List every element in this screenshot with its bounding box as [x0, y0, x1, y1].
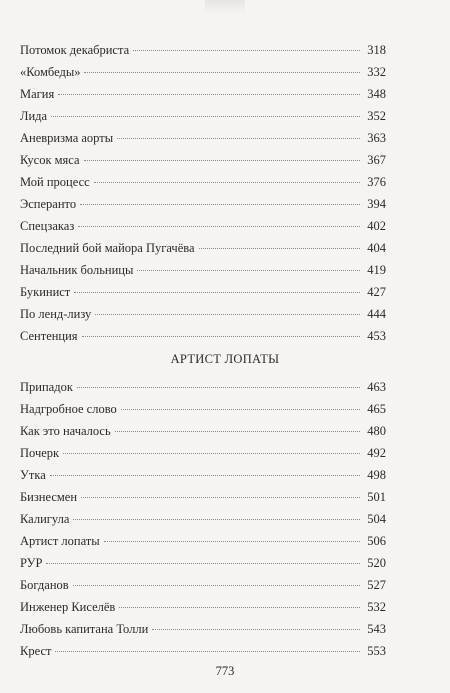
- leader-dots: [104, 540, 360, 542]
- entry-page: 318: [367, 43, 386, 57]
- toc-entry: [20, 171, 386, 193]
- entry-title: Спецзаказ: [20, 219, 75, 233]
- leader-dots: [74, 291, 360, 293]
- leader-dots: [152, 628, 360, 630]
- entry-title: Калигула: [20, 512, 70, 526]
- leader-dots: [84, 159, 360, 161]
- entry-title: Любовь капитана Толли: [20, 622, 149, 636]
- leader-dots: [95, 313, 360, 315]
- toc-entry: [20, 303, 386, 325]
- entry-title: Артист лопаты: [20, 534, 100, 548]
- entry-title: Лида: [20, 109, 48, 123]
- entry-page: 427: [367, 285, 386, 299]
- toc-entry: [20, 61, 386, 83]
- entry-page: 352: [367, 109, 386, 123]
- leader-dots: [133, 49, 360, 51]
- entry-title: Сентенция: [20, 329, 78, 343]
- toc-entry: [20, 420, 386, 442]
- entry-title: Почерк: [20, 446, 60, 460]
- entry-page: 506: [367, 534, 386, 548]
- leader-dots: [121, 408, 360, 410]
- entry-page: 465: [367, 402, 386, 416]
- entry-page: 498: [367, 468, 386, 482]
- entry-title: Эсперанто: [20, 197, 77, 211]
- toc-entry: [20, 259, 386, 281]
- toc-entry: [20, 105, 386, 127]
- toc-entry: [20, 530, 386, 552]
- leader-dots: [58, 93, 360, 95]
- entry-page: 501: [367, 490, 386, 504]
- entry-title: Букинист: [20, 285, 71, 299]
- section-heading: АРТИСТ ЛОПАТЫ: [170, 352, 280, 366]
- leader-dots: [117, 137, 360, 139]
- toc-entry: [20, 325, 386, 347]
- leader-dots: [50, 474, 360, 476]
- toc-entry: [20, 464, 386, 486]
- entry-page: 463: [367, 380, 386, 394]
- entry-page: 453: [367, 329, 386, 343]
- toc-entry: [20, 508, 386, 530]
- entry-page: 520: [367, 556, 386, 570]
- entry-page: 419: [367, 263, 386, 277]
- leader-dots: [80, 203, 360, 205]
- entry-page: 527: [367, 578, 386, 592]
- leader-dots: [63, 452, 360, 454]
- toc-list-b: [20, 376, 386, 662]
- entry-title: Крест: [20, 644, 52, 658]
- entry-title: Инженер Киселёв: [20, 600, 116, 614]
- entry-title: Мой процесс: [20, 175, 90, 189]
- entry-page: 348: [367, 87, 386, 101]
- entry-title: РУР: [20, 556, 43, 570]
- toc-entry: [20, 574, 386, 596]
- entry-page: 332: [367, 65, 386, 79]
- entry-title: Утка: [20, 468, 46, 482]
- entry-title: Припадок: [20, 380, 73, 394]
- toc-entry: [20, 442, 386, 464]
- leader-dots: [73, 584, 360, 586]
- leader-dots: [81, 496, 360, 498]
- entry-title: Магия: [20, 87, 55, 101]
- page-number: 773: [215, 664, 235, 678]
- toc-entry: [20, 618, 386, 640]
- entry-page: 480: [367, 424, 386, 438]
- toc-entry: [20, 486, 386, 508]
- entry-title: Начальник больницы: [20, 263, 134, 277]
- entry-page: 404: [367, 241, 386, 255]
- toc-list-a: [20, 39, 386, 347]
- entry-page: 543: [367, 622, 386, 636]
- toc-entry: [20, 215, 386, 237]
- entry-title: Надгробное слово: [20, 402, 117, 416]
- entry-page: 402: [367, 219, 386, 233]
- toc-entry: [20, 193, 386, 215]
- toc-entry: [20, 552, 386, 574]
- entry-page: 492: [367, 446, 386, 460]
- leader-dots: [84, 71, 360, 73]
- entry-title: Бизнесмен: [20, 490, 78, 504]
- leader-dots: [77, 386, 360, 388]
- faint-header-mark: [205, 0, 245, 14]
- entry-title: Богданов: [20, 578, 69, 592]
- entry-title: «Комбеды»: [20, 65, 81, 79]
- leader-dots: [78, 225, 360, 227]
- entry-page: 363: [367, 131, 386, 145]
- leader-dots: [115, 430, 360, 432]
- entry-title: Как это началось: [20, 424, 111, 438]
- entry-page: 394: [367, 197, 386, 211]
- entry-title: Аневризма аорты: [20, 131, 114, 145]
- toc-entry: [20, 398, 386, 420]
- toc-entry: [20, 127, 386, 149]
- toc-entry: [20, 640, 386, 662]
- toc-entry: [20, 281, 386, 303]
- leader-dots: [46, 562, 360, 564]
- leader-dots: [94, 181, 360, 183]
- leader-dots: [137, 269, 360, 271]
- entry-title: Потомок декабриста: [20, 43, 130, 57]
- toc-entry: [20, 237, 386, 259]
- entry-title: По ленд-лизу: [20, 307, 92, 321]
- entry-title: Кусок мяса: [20, 153, 80, 167]
- leader-dots: [119, 606, 360, 608]
- entry-page: 444: [367, 307, 386, 321]
- entry-page: 504: [367, 512, 386, 526]
- leader-dots: [199, 247, 360, 249]
- entry-page: 376: [367, 175, 386, 189]
- entry-title: Последний бой майора Пугачёва: [20, 241, 195, 255]
- entry-page: 367: [367, 153, 386, 167]
- toc-entry: [20, 83, 386, 105]
- toc-entry: [20, 149, 386, 171]
- toc-entry: [20, 376, 386, 398]
- leader-dots: [55, 650, 360, 652]
- entry-page: 532: [367, 600, 386, 614]
- leader-dots: [51, 115, 360, 117]
- toc-entry: [20, 596, 386, 618]
- leader-dots: [73, 518, 360, 520]
- toc-entry: [20, 39, 386, 61]
- leader-dots: [82, 335, 360, 337]
- entry-page: 553: [367, 644, 386, 658]
